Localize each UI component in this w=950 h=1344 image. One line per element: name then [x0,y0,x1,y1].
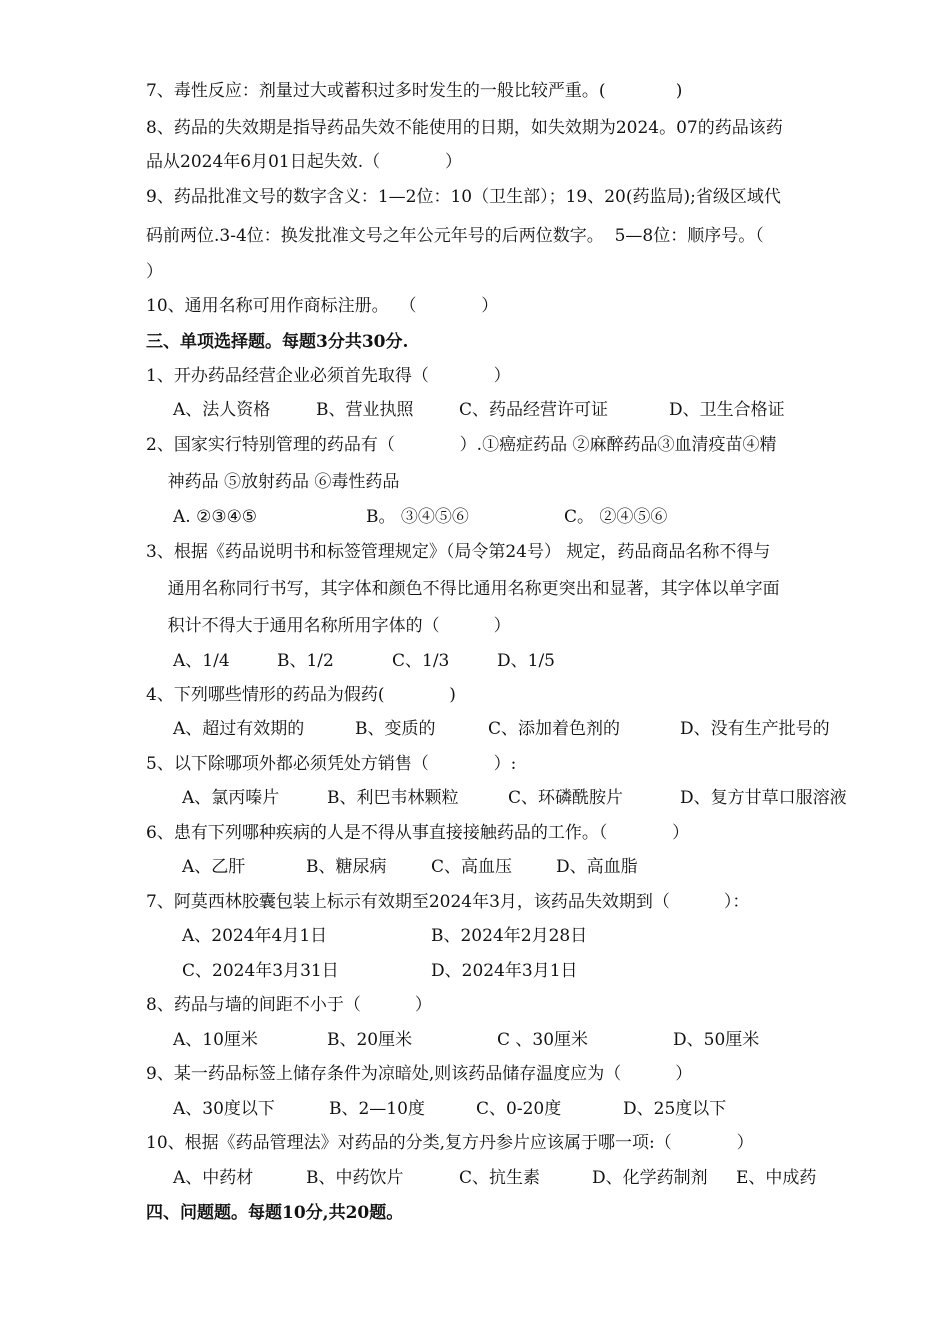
option-c: C、抗生素 [459,1168,541,1188]
option-c: C 、30厘米 [497,1030,589,1050]
option-b: B、1/2 [277,651,334,671]
question-text: 6、患有下列哪种疾病的人是不得从事直接接触药品的工作。（ ） [146,823,690,843]
section-3-heading: 三、单项选择题。每题3分共30分. [146,332,409,352]
question-text: 10、通用名称可用作商标注册。 （ ） [146,296,499,316]
option-d: D、1/5 [497,651,555,671]
option-c: C、环磷酰胺片 [508,788,624,808]
option-b: B、利巴韦林颗粒 [327,788,459,808]
option-d: D、复方甘草口服溶液 [680,788,847,808]
option-e: E、中成药 [736,1168,817,1188]
option-c: C、2024年3月31日 [182,961,339,981]
option-d: D、没有生产批号的 [680,719,830,739]
question-text: 9、药品批准文号的数字含义：1—2位：10（卫生部）；19、20(药监局);省级区域代 [146,187,781,207]
question-text: 9、某一药品标签上储存条件为凉暗处,则该药品储存温度应为（ ） [146,1064,693,1084]
question-text: 7、毒性反应：剂量过大或蓄积过多时发生的一般比较严重。( ) [146,81,683,101]
option-b: B、2—10度 [329,1099,425,1119]
option-c: C、0-20度 [476,1099,562,1119]
option-a: A、1/4 [173,651,230,671]
option-d: D、高血脂 [556,857,638,877]
option-c: C、添加着色剂的 [488,719,621,739]
question-text: ） [146,262,163,282]
option-d: D、50厘米 [673,1030,760,1050]
option-a: A、30度以下 [173,1099,275,1119]
question-text: 品从2024年6月01日起失效.（ ） [146,152,462,172]
question-text: 1、开办药品经营企业必须首先取得（ ） [146,366,511,386]
question-text: 8、药品的失效期是指导药品失效不能使用的日期，如失效期为2024。07的药品该药 [146,118,783,138]
option-b: B。 ③④⑤⑥ [366,507,469,527]
option-c: C、高血压 [431,857,513,877]
option-b: B、20厘米 [327,1030,413,1050]
question-text: 10、根据《药品管理法》对药品的分类,复方丹参片应该属于哪一项:（ ） [146,1133,754,1153]
option-c: C、1/3 [392,651,450,671]
question-text: 通用名称同行书写，其字体和颜色不得比通用名称更突出和显著，其字体以单字面 [146,579,780,599]
option-d: D、2024年3月1日 [431,961,578,981]
question-text: 2、国家实行特别管理的药品有（ ）.①癌症药品 ②麻醉药品③血清疫苗④精 [146,435,777,455]
option-a: A、法人资格 [173,400,271,420]
question-text: 3、根据《药品说明书和标签管理规定》（局令第24号） 规定，药品商品名称不得与 [146,542,771,562]
option-d: D、卫生合格证 [669,400,785,420]
question-text: 积计不得大于通用名称所用字体的（ ） [146,616,511,636]
option-d: D、25度以下 [623,1099,727,1119]
option-c: C。 ②④⑤⑥ [564,507,668,527]
option-b: B、糖尿病 [306,857,387,877]
question-text: 4、下列哪些情形的药品为假药( ) [146,685,456,705]
option-a: A、中药材 [173,1168,254,1188]
option-a: A、10厘米 [173,1030,258,1050]
question-text: 神药品 ⑤放射药品 ⑥毒性药品 [146,472,400,492]
option-a: A、超过有效期的 [173,719,305,739]
option-b: B、变质的 [355,719,436,739]
option-b: B、2024年2月28日 [431,926,588,946]
question-text: 7、阿莫西林胶囊包装上标示有效期至2024年3月，该药品失效期到（ ）： [146,892,750,912]
option-c: C、药品经营许可证 [459,400,609,420]
option-b: B、中药饮片 [306,1168,404,1188]
section-4-heading: 四、问题题。每题10分,共20题。 [146,1203,404,1223]
question-text: 码前两位.3-4位：换发批准文号之年公元年号的后两位数字。 5—8位：顺序号。（ [146,226,764,246]
option-d: D、化学药制剂 [592,1168,708,1188]
option-a: A、乙肝 [182,857,246,877]
option-a: A、氯丙嗪片 [182,788,280,808]
option-a: A、2024年4月1日 [182,926,328,946]
question-text: 5、以下除哪项外都必须凭处方销售（ ）: [146,754,517,774]
option-b: B、营业执照 [316,400,414,420]
option-a: A. ②③④⑤ [173,507,258,527]
question-text: 8、药品与墙的间距不小于（ ） [146,995,432,1015]
